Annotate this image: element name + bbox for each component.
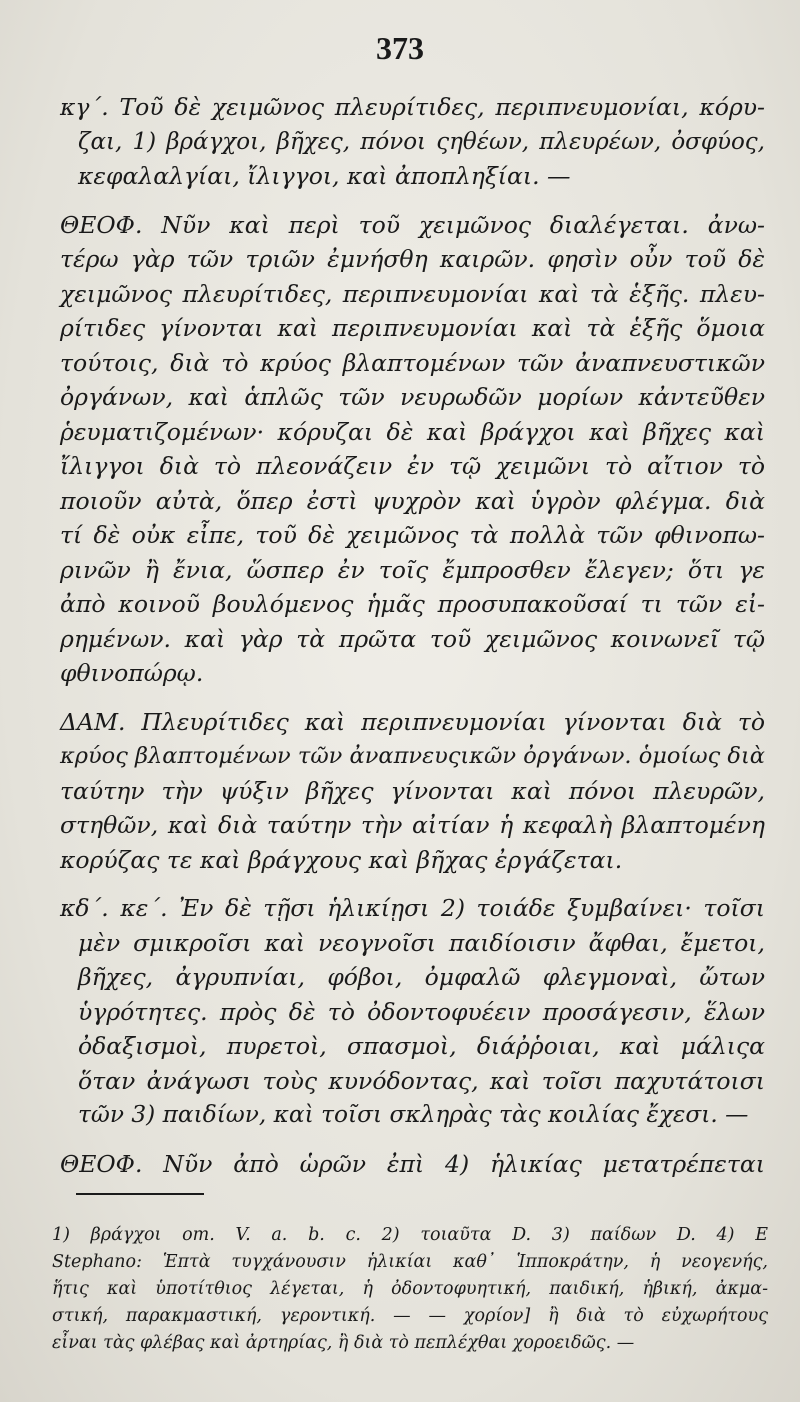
footnotes bbox=[52, 1222, 768, 1357]
text-line: ῥευματιζομένων· κόρυζαι δὲ καὶ βράγχοι καὶ βῆχες καὶ bbox=[60, 417, 765, 446]
text-line: ρημένων. καὶ γὰρ τὰ πρῶτα τοῦ χειμῶνος κοινωνεῖ τῷ bbox=[60, 624, 765, 653]
text-line: κρύος βλαπτομένων τῶν ἀναπνευςικῶν ὀργάνων. ὁμοίως διὰ bbox=[60, 743, 765, 769]
text-line: στηθῶν, καὶ διὰ ταύτην τὴν αἰτίαν ἡ κεφαλὴ βλαπτομένη bbox=[60, 811, 765, 839]
text-line: ΔΑΜ. Πλευρίτιδες καὶ περιπνευμονίαι γίνονται διὰ τὸ bbox=[60, 707, 765, 736]
paragraph-damascius-commentary bbox=[60, 705, 765, 878]
text-line: τί δὲ οὐκ εἶπε, τοῦ δὲ χειμῶνος τὰ πολλὰ τῶν φθινοπω- bbox=[60, 521, 765, 549]
text-line: ὀδαξισμοὶ, πυρετοὶ, σπασμοὶ, διάῤῥοιαι, καὶ μάλιςα bbox=[78, 1032, 765, 1060]
text-line: ΘΕΟΦ. Νῦν ἀπὸ ὡρῶν ἐπὶ 4) ἡλικίας μετατρέπεται bbox=[60, 1149, 765, 1178]
footnote-line: εἶναι τὰς φλέβας καὶ ἀρτηρίας, ἢ διὰ τὸ πεπλέχθαι χοροειδῶς. — bbox=[52, 1333, 635, 1353]
text-line: ὀργάνων, καὶ ἁπλῶς τῶν νευρωδῶν μορίων κἀντεῦθεν bbox=[60, 383, 765, 411]
text-line: ὑγρότητες. πρὸς δὲ τὸ ὀδοντοφυέειν προσάγεσιν, ἕλων bbox=[78, 997, 765, 1026]
text-line: ὅταν ἀνάγωσι τοὺς κυνόδοντας, καὶ τοῖσι παχυτάτοισι bbox=[78, 1066, 765, 1095]
footnote-divider bbox=[76, 1193, 204, 1195]
text-line: κγ΄. Τοῦ δὲ χειμῶνος πλευρίτιδες, περιπνευμονίαι, κόρυ- bbox=[60, 93, 765, 121]
text-line: ταύτην τὴν ψύξιν βῆχες γίνονται καὶ πόνοι πλευρῶν, bbox=[60, 776, 765, 805]
text-line: ἴλιγγοι διὰ τὸ πλεονάζειν ἐν τῷ χειμῶνι τὸ αἴτιον τὸ bbox=[60, 452, 765, 480]
text-line: κορύζας τε καὶ βράγχους καὶ βῆχας ἐργάζεται. bbox=[60, 845, 623, 874]
text-line: ΘΕΟΦ. Νῦν καὶ περὶ τοῦ χειμῶνος διαλέγεται. ἀνω- bbox=[60, 210, 765, 239]
text-line: ρίτιδες γίνονται καὶ περιπνευμονίαι καὶ τὰ ἑξῆς ὅμοια bbox=[60, 314, 765, 342]
footnote-line: στική, παρακμαστική, γεροντική. — — χορίον] ἢ διὰ τὸ εὐχωρήτους bbox=[52, 1306, 768, 1326]
text-line: κδ΄. κε΄. Ἐν δὲ τῇσι ἡλικίῃσι 2) τοιάδε ξυμβαίνει· τοῖσι bbox=[60, 894, 765, 922]
page-number: 373 bbox=[376, 30, 424, 66]
text-line: τέρω γὰρ τῶν τριῶν ἐμνήσθη καιρῶν. φησὶν οὖν τοῦ δὲ bbox=[60, 245, 765, 273]
text-line: ζαι, 1) βράγχοι, βῆχες, πόνοι ςηθέων, πλευρέων, ὀσφύος, bbox=[78, 128, 765, 155]
footnote-line: ἥτις καὶ ὑποτίτθιος λέγεται, ἡ ὀδοντοφυητική, παιδική, ἡβική, ἀκμα- bbox=[52, 1279, 768, 1299]
text-line: τῶν 3) παιδίων, καὶ τοῖσι σκληρὰς τὰς κοιλίας ἔχεσι. — bbox=[78, 1101, 749, 1128]
paragraph-theophilus-age bbox=[60, 1147, 765, 1182]
text-line: μὲν σμικροῖσι καὶ νεογνοῖσι παιδίοισιν ἄφθαι, ἔμετοι, bbox=[78, 928, 765, 957]
paragraph-aphorism-23 bbox=[60, 90, 765, 194]
text-line: κεφαλαλγίαι, ἴλιγγοι, καὶ ἀποπληξίαι. — bbox=[78, 162, 571, 190]
text-line: χειμῶνος πλευρίτιδες, περιπνευμονίαι καὶ τὰ ἑξῆς. πλευ- bbox=[60, 279, 765, 308]
text-line: ἀπὸ κοινοῦ βουλόμενος ἡμᾶς προσυπακοῦσαί τι τῶν εἰ- bbox=[60, 590, 765, 618]
paragraph-theophilus-commentary bbox=[60, 208, 765, 691]
text-line: τούτοις, διὰ τὸ κρύος βλαπτομένων τῶν ἀναπνευστικῶν bbox=[60, 348, 765, 377]
footnote-line: Stephano: Ἑπτὰ τυγχάνουσιν ἡλικίαι καθ᾽ Ἱπποκράτην, ἡ νεογενής, bbox=[52, 1252, 768, 1272]
main-text bbox=[60, 90, 765, 1195]
text-line: βῆχες, ἀγρυπνίαι, φόβοι, ὀμφαλῶ φλεγμοναὶ, ὤτων bbox=[78, 963, 765, 991]
paragraph-aphorism-24-25 bbox=[60, 891, 765, 1133]
text-line: ρινῶν ἢ ἔνια, ὥσπερ ἐν τοῖς ἔμπροσθεν ἔλεγεν; ὅτι γε bbox=[60, 555, 765, 584]
text-line: ποιοῦν αὐτὰ, ὅπερ ἐστὶ ψυχρὸν καὶ ὑγρὸν φλέγμα. διὰ bbox=[60, 486, 765, 515]
text-line: φθινοπώρῳ. bbox=[60, 659, 204, 687]
footnote-line: 1) βράγχοι om. V. a. b. c. 2) τοιαῦτα D. 3) παίδων D. 4) E bbox=[52, 1225, 768, 1245]
